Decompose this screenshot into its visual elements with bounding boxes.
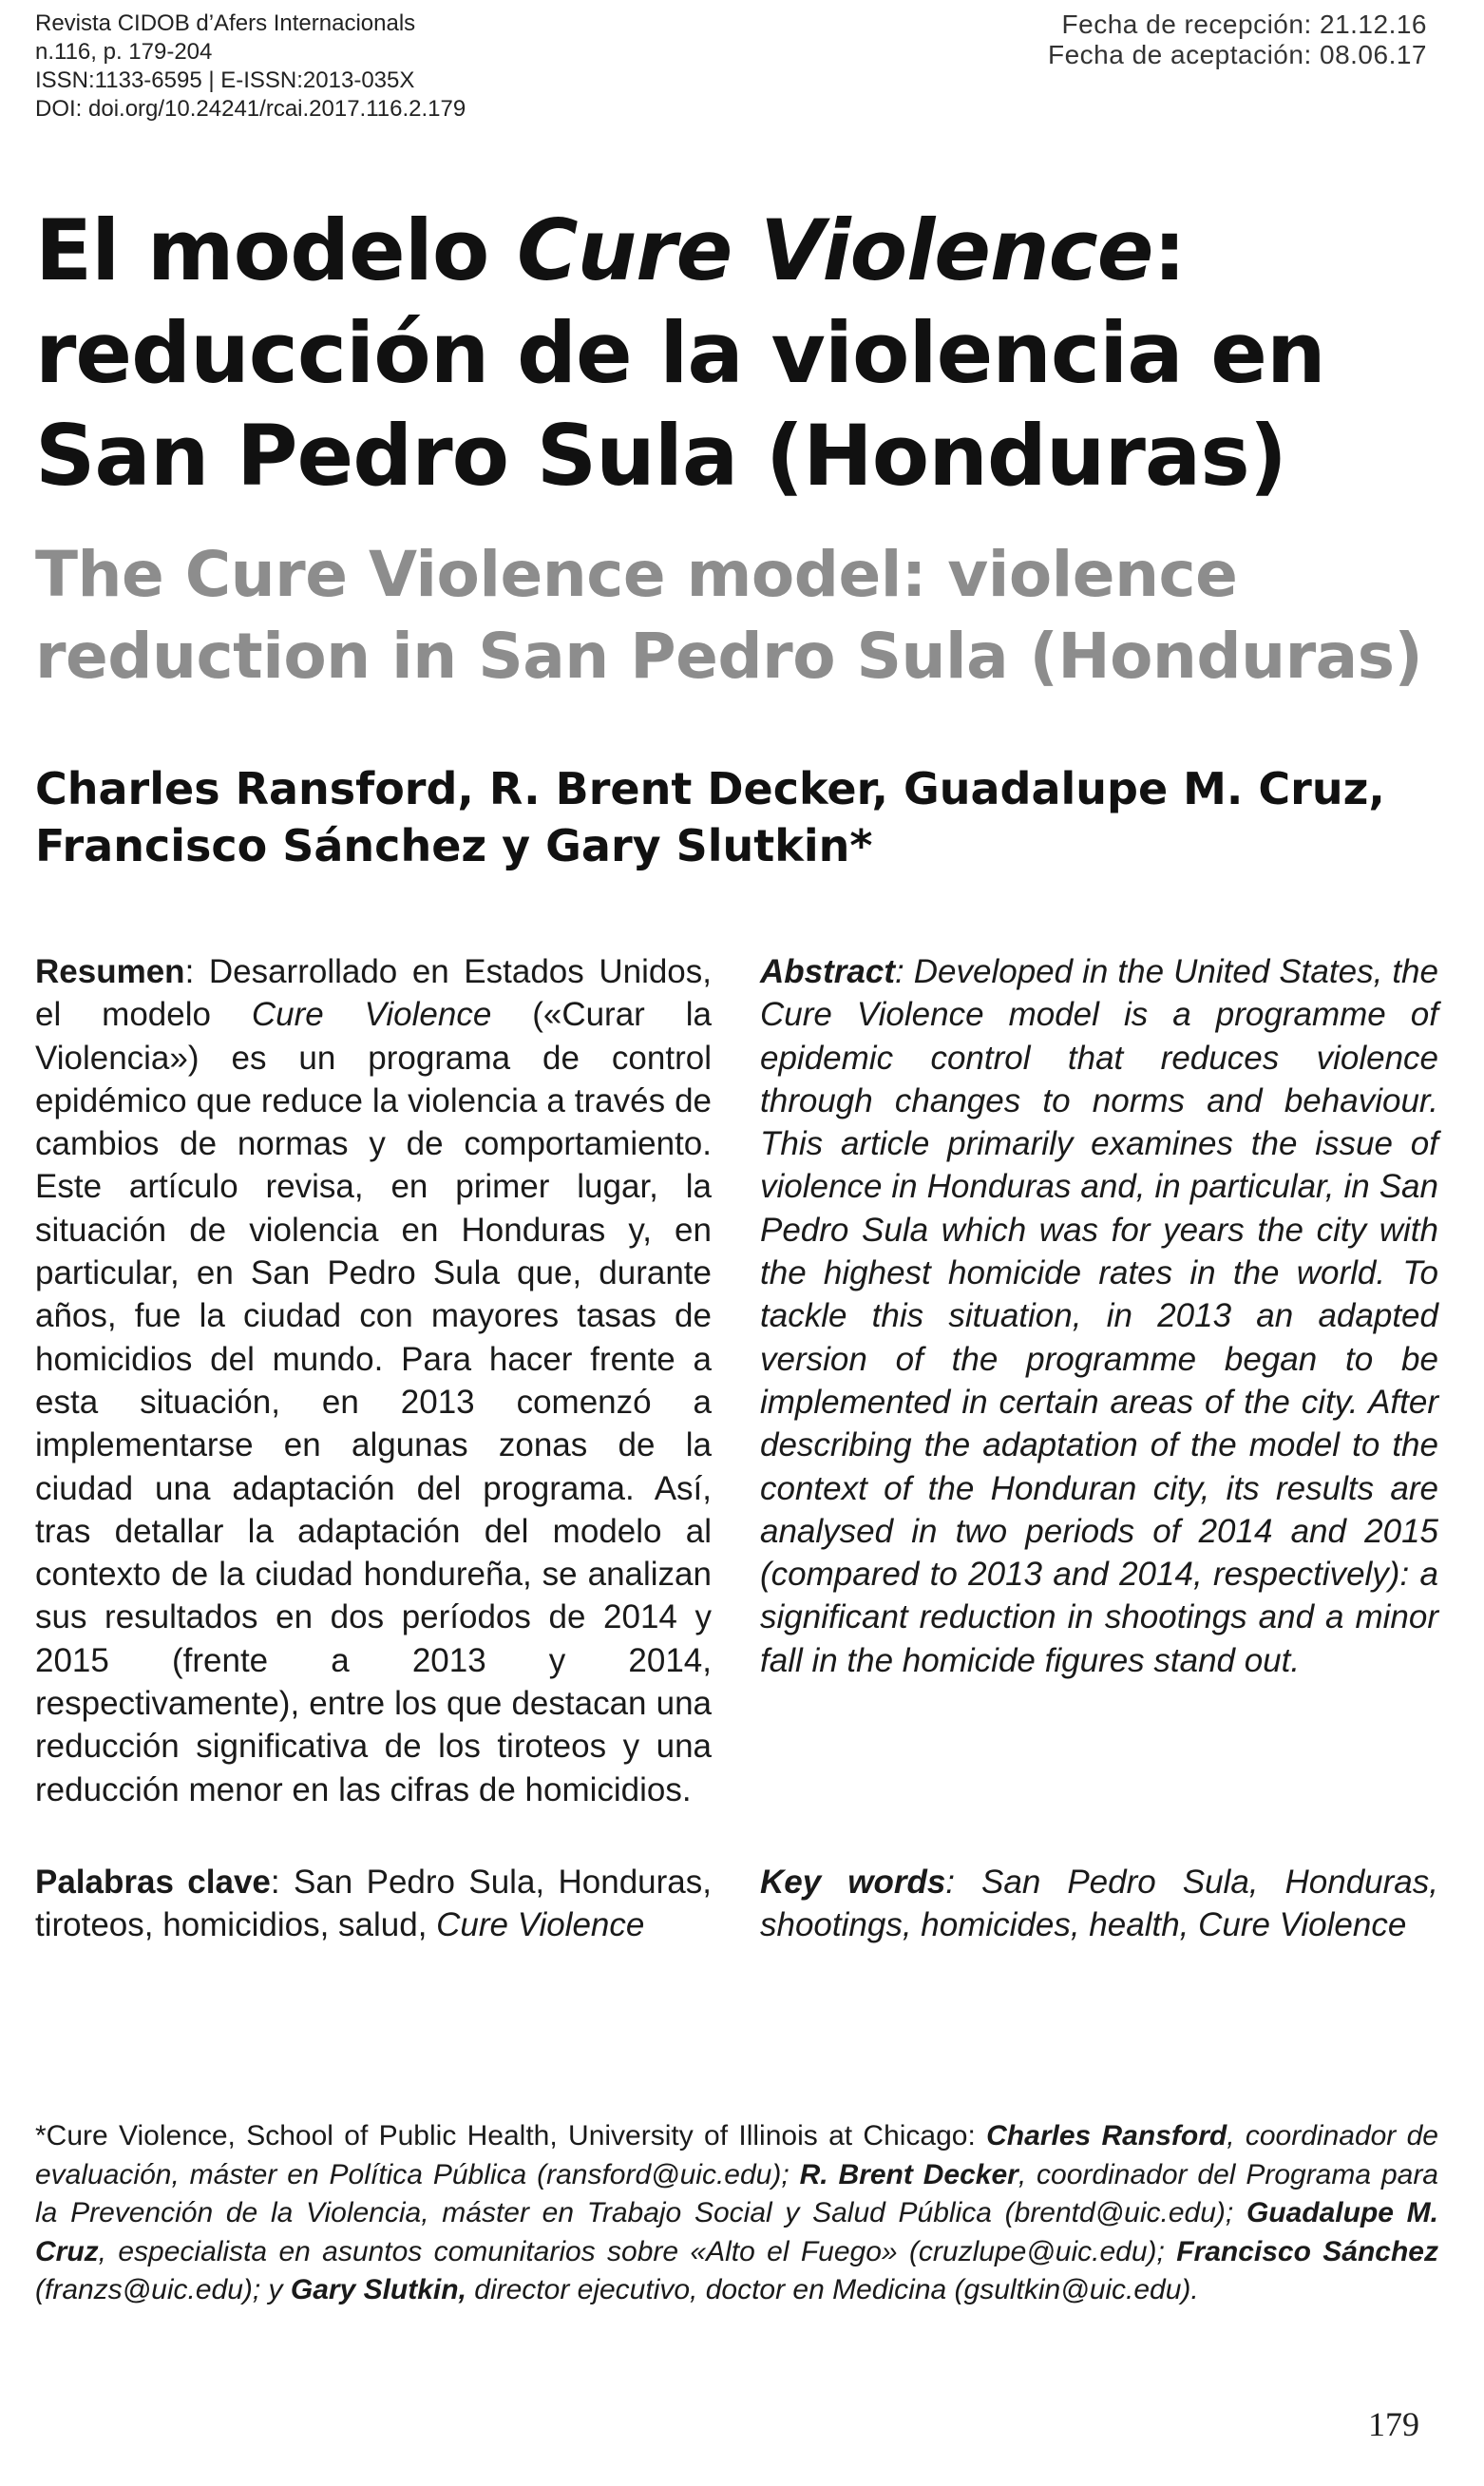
authors	[35, 760, 1441, 874]
author-footnote	[35, 2117, 1438, 2310]
abstract-spanish-label: Resumen	[35, 953, 185, 990]
abstract-english	[760, 950, 1438, 1682]
authors-line-1: Charles Ransford, R. Brent Decker, Guadalupe M. Cruz,	[35, 763, 1385, 814]
footnote-author-name: R. Brent Decker	[799, 2158, 1018, 2190]
article-dates	[1048, 10, 1427, 70]
article-doi: DOI: doi.org/10.24241/rcai.2017.116.2.179	[35, 96, 466, 122]
journal-info	[35, 10, 466, 124]
journal-issue: n.116, p. 179-204	[35, 39, 213, 65]
title-colon: :	[1152, 201, 1186, 299]
footnote-text: (franzs@uic.edu); y	[35, 2274, 291, 2305]
title-english	[35, 534, 1441, 698]
authors-line-2: Francisco Sánchez y Gary Slutkin*	[35, 820, 873, 871]
keywords-english	[760, 1861, 1438, 1946]
title-italic-text: Cure Violence	[517, 201, 1153, 299]
footnote-author-name: Guadalupe M. Cruz	[35, 2197, 1439, 2267]
footnote-author-name: Francisco Sánchez	[1176, 2235, 1438, 2267]
title-spanish-line-2: reducción de la violencia en	[35, 304, 1325, 402]
journal-issn: ISSN:1133-6595 | E-ISSN:2013-035X	[35, 67, 415, 93]
title-spanish-line-3: San Pedro Sula (Honduras)	[35, 407, 1286, 505]
keywords-english-label: Key words	[760, 1864, 946, 1901]
journal-name: Revista CIDOB d’Afers Internacionals	[35, 10, 416, 36]
abstract-english-text: : Developed in the United States, the Cure Violence model is a programme of epidemic control that reduces violence through changes to norms and behaviour. This article primarily examines the issue of violence in Honduras and, in particular, in San Pedro Sula which was for years the city with the highest homicide rates in the world. To tackle this situation, in 2013 an adapted version of the programme began to be implemented in certain areas of the city. After describing the adaptation of the model to the context of the Honduran city, its results are analysed in two periods of 2014 and 2015 (compared to 2013 and 2014, respectively): a significant reduction in shootings and a minor fall in the homicide figures stand out.	[760, 953, 1438, 1679]
abstract-spanish	[35, 950, 712, 1811]
keywords-spanish-label: Palabras clave	[35, 1864, 271, 1901]
title-english-line-2: reduction in San Pedro Sula (Honduras)	[35, 620, 1423, 693]
page-number: 179	[1368, 2405, 1419, 2443]
footnote-author-name: Gary Slutkin,	[290, 2274, 466, 2305]
abstract-spanish-text: : Desarrollado en Estados Unidos, el modelo	[35, 953, 712, 1034]
title-spanish	[35, 200, 1441, 507]
footnote-text: *Cure Violence, School of Public Health, University of Illinois at Chicago:	[35, 2120, 987, 2151]
abstract-spanish-italic: Cure Violence	[251, 996, 492, 1034]
footnote-text: , coordinador del Programa para la Prevención de la Violencia, máster en Trabajo Social y Salud Pública (brentd@uic.edu);	[35, 2158, 1438, 2228]
footnote-text: , especialista en asuntos comunitarios sobre «Alto el Fuego» (cruzlupe@uic.edu);	[98, 2235, 1177, 2267]
title-spanish-line-1	[35, 200, 1441, 302]
received-date: Fecha de recepción: 21.12.16	[1061, 10, 1427, 39]
abstract-english-label: Abstract	[760, 953, 895, 990]
title-text: El modelo	[35, 201, 517, 299]
footnote-text: director ejecutivo, doctor en Medicina (gsultkin@uic.edu).	[466, 2274, 1199, 2305]
title-english-line-1: The Cure Violence model: violence	[35, 538, 1238, 611]
footnote-text: , coordinador de evaluación, máster en Política Pública (ransford@uic.edu);	[35, 2120, 1438, 2190]
footnote-author-name: Charles Ransford	[986, 2120, 1227, 2151]
keywords-spanish-text: : San Pedro Sula, Honduras, tiroteos, homicidios, salud,	[35, 1864, 712, 1943]
keywords-spanish	[35, 1861, 712, 1946]
accepted-date: Fecha de aceptación: 08.06.17	[1047, 40, 1427, 69]
abstract-spanish-text-cont: («Curar la Violencia») es un programa de control epidémico que reduce la violencia a través de cambios de normas y de comportamiento. Este artículo revisa, en primer lugar, la situación de violencia en Honduras y, en particular, en San Pedro Sula que, durante años, fue la ciudad con mayores tasas de homicidios del mundo. Para hacer frente a esta situación, en 2013 comenzó a implementarse en algunas zonas de la ciudad una adaptación del programa. Así, tras detallar la adaptación del modelo al contexto de la ciudad hondureña, se analizan sus resultados en dos períodos de 2014 y 2015 (frente a 2013 y 2014, respectivamente), entre los que destacan una reducción significativa de los tiroteos y una reducción menor en las cifras de homicidios.	[35, 996, 712, 1808]
keywords-english-text: : San Pedro Sula, Honduras, shootings, homicides, health, Cure Violence	[760, 1864, 1438, 1943]
keywords-spanish-italic: Cure Violence	[436, 1906, 645, 1943]
